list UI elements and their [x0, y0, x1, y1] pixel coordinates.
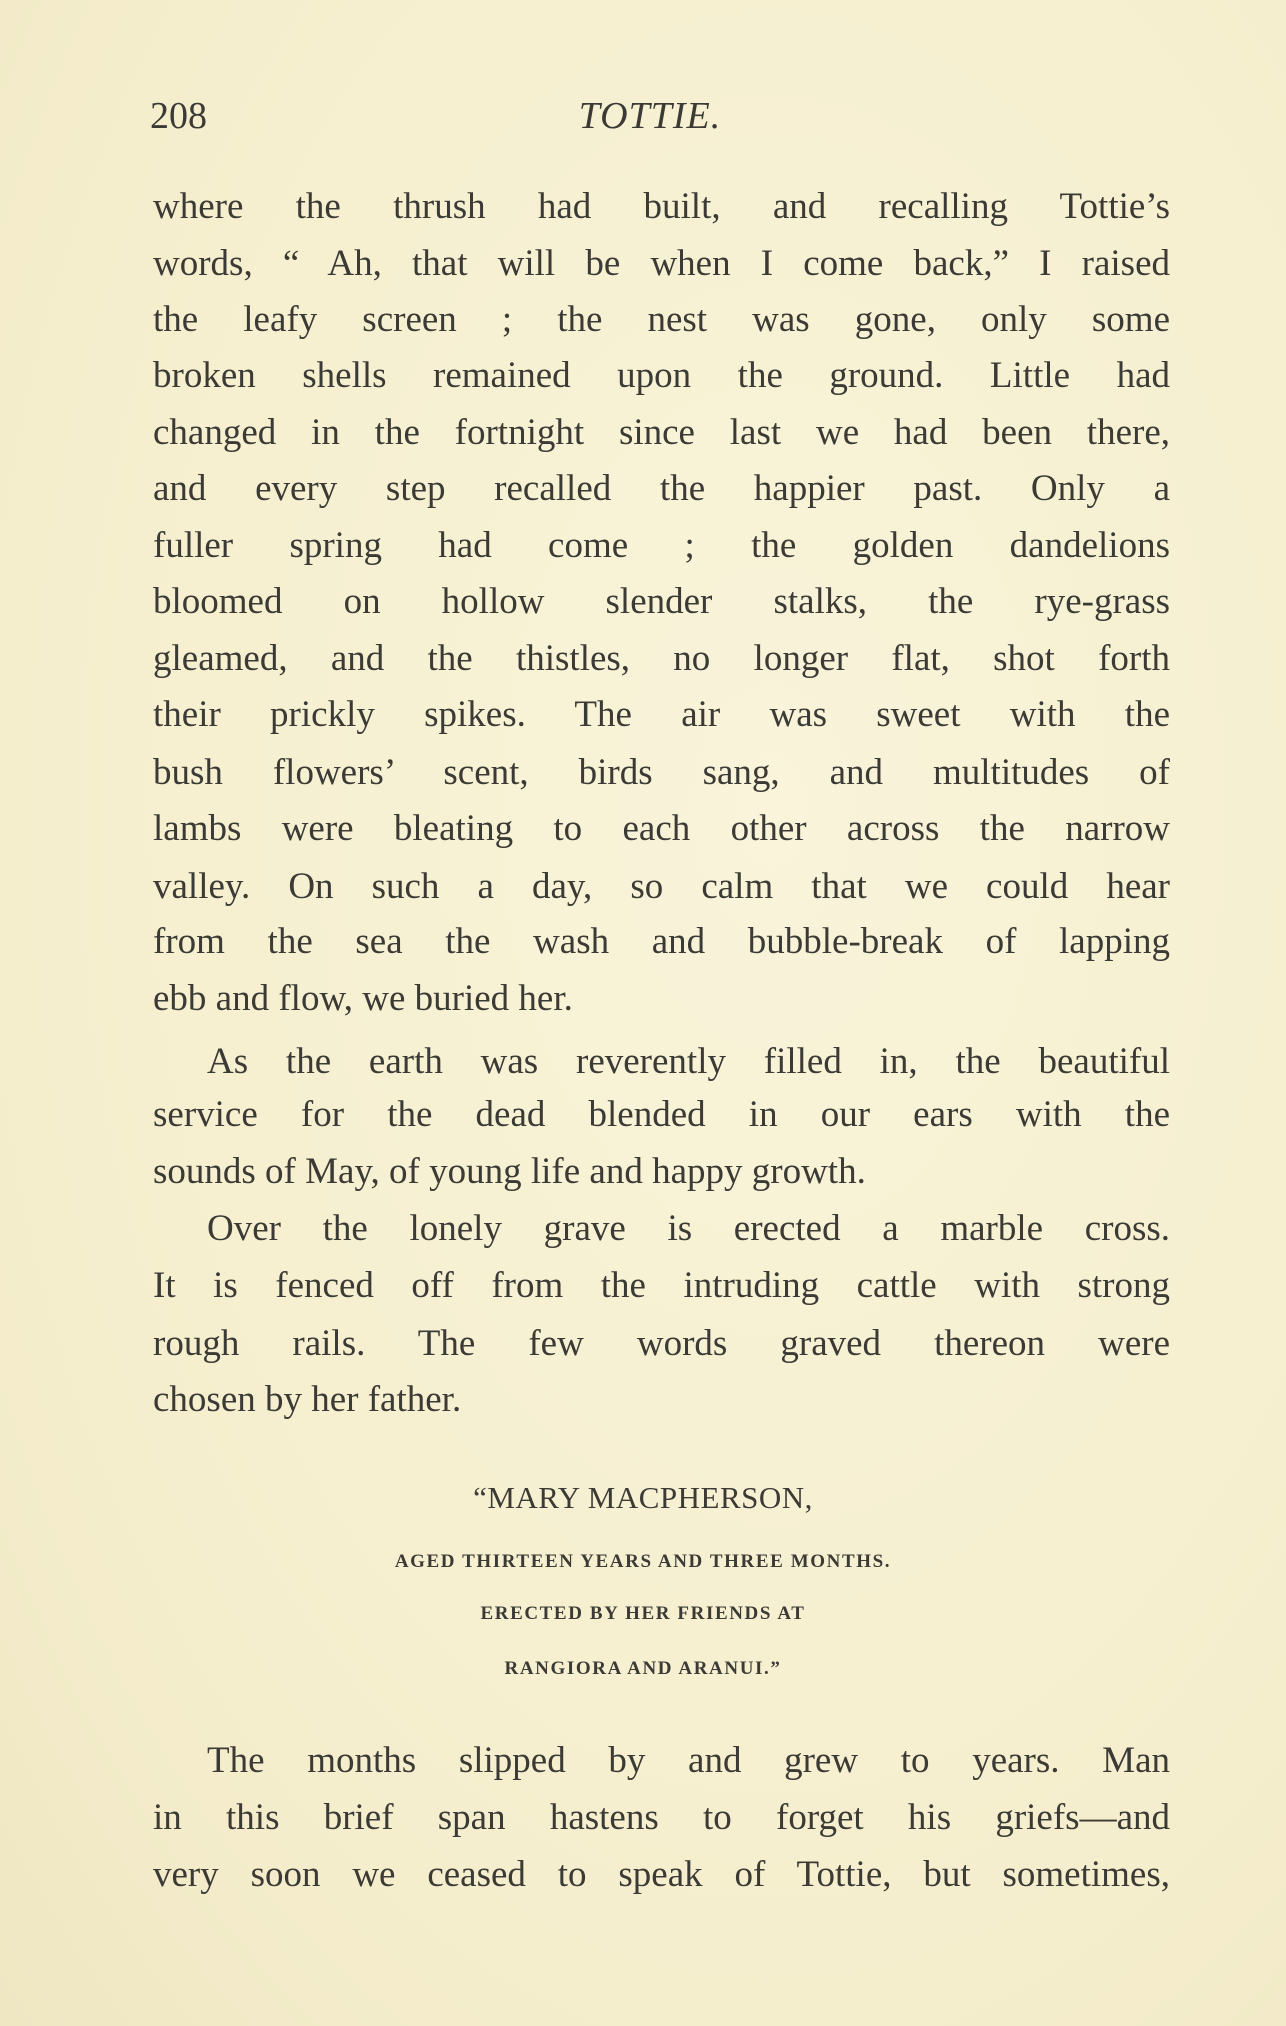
text-line: in this brief span hastens to forget his griefs—and	[153, 1797, 1170, 1838]
text-line: gleamed, and the thistles, no longer flat, shot forth	[153, 638, 1170, 679]
text-line: ebb and flow, we buried her.	[153, 978, 573, 1019]
text-line: bush flowers’ scent, birds sang, and multitudes of	[153, 752, 1170, 793]
text-line: As the earth was reverently filled in, the beautiful	[207, 1041, 1170, 1082]
inscription-line: RANGIORA AND ARANUI.”	[504, 1658, 782, 1679]
inscription-line: ERECTED BY HER FRIENDS AT	[480, 1603, 806, 1624]
text-line: words, “ Ah, that will be when I come back,” I raised	[153, 243, 1170, 284]
text-line: broken shells remained upon the ground. Little had	[153, 355, 1170, 396]
text-line: lambs were bleating to each other across the narrow	[153, 808, 1170, 849]
text-line: bloomed on hollow slender stalks, the rye-grass	[153, 581, 1170, 622]
text-line: It is fenced off from the intruding cattle with strong	[153, 1265, 1170, 1306]
text-line: valley. On such a day, so calm that we could hear	[153, 866, 1170, 907]
text-line: Over the lonely grave is erected a marble cross.	[207, 1208, 1170, 1249]
running-title: TOTTIE.	[578, 95, 722, 137]
text-line: from the sea the wash and bubble-break of lapping	[153, 921, 1170, 962]
text-line: their prickly spikes. The air was sweet with the	[153, 694, 1170, 735]
text-line: The months slipped by and grew to years. Man	[207, 1740, 1170, 1781]
text-line: chosen by her father.	[153, 1379, 462, 1420]
text-line: changed in the fortnight since last we had been there,	[153, 412, 1170, 453]
text-line: fuller spring had come ; the golden dandelions	[153, 525, 1170, 566]
page-number: 208	[150, 95, 207, 137]
text-line: rough rails. The few words graved thereon were	[153, 1323, 1170, 1364]
text-line: sounds of May, of young life and happy growth.	[153, 1151, 866, 1192]
text-line: and every step recalled the happier past. Only a	[153, 468, 1170, 509]
inscription-name: “MARY MACPHERSON,	[473, 1480, 813, 1515]
text-line: where the thrush had built, and recalling Tottie’s	[153, 186, 1170, 227]
text-line: service for the dead blended in our ears with the	[153, 1094, 1170, 1135]
inscription-line: AGED THIRTEEN YEARS AND THREE MONTHS.	[394, 1551, 892, 1572]
text-line: the leafy screen ; the nest was gone, only some	[153, 299, 1170, 340]
text-line: very soon we ceased to speak of Tottie, but sometimes,	[153, 1854, 1170, 1895]
